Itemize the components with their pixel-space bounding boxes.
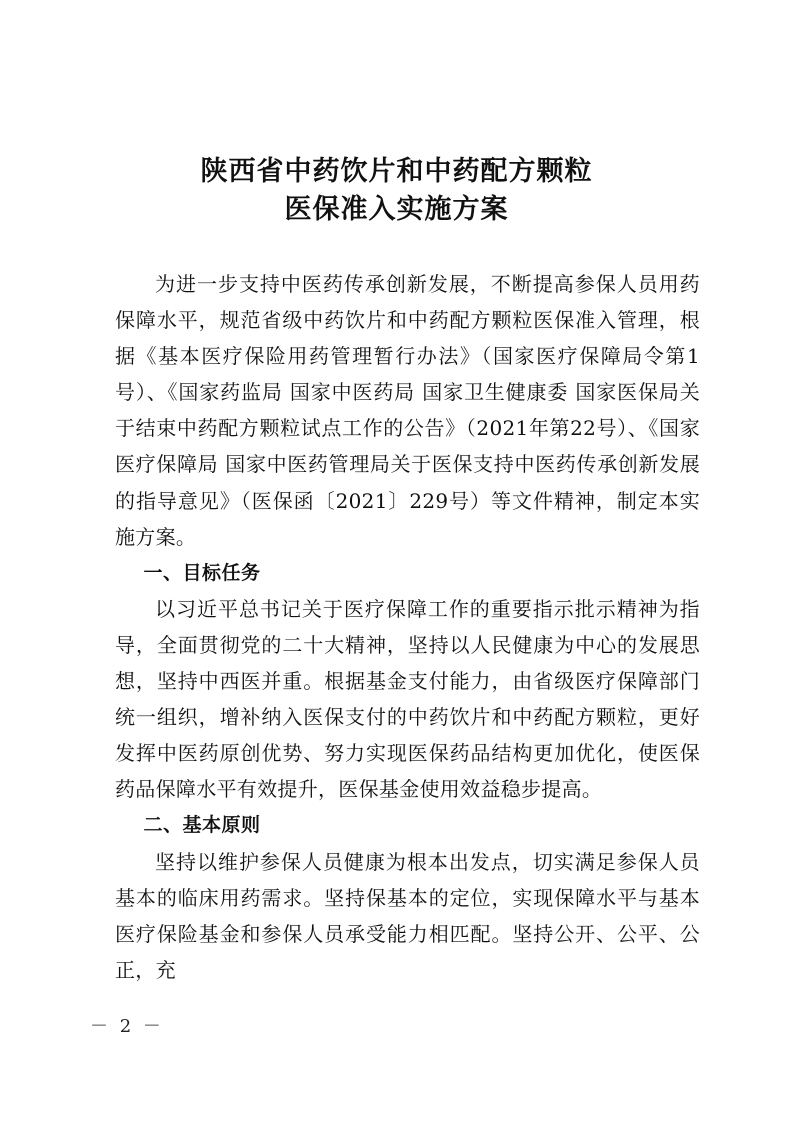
document-title-line1: 陕西省中药饮片和中药配方颗粒 <box>200 156 593 187</box>
document-body <box>115 266 700 988</box>
page-number: － 2 － <box>90 1016 164 1037</box>
intro-paragraph: 为进一步支持中医药传承创新发展，不断提高参保人员用药保障水平，规范省级中药饮片和中药配方颗粒医保准入管理，根据《基本医疗保险用药管理暂行办法》（国家医疗保障局令第1号）、《国家药监局 国家中医药局 国家卫生健康委 国家医保局关于结束中药配方颗粒试点工作的公告》（2021年第22号）、《国家医疗保障局 国家中医药管理局关于医保支持中医药传承创新发展的指导意见》（医保函〔2021〕229号）等文件精神，制定本实施方案。 <box>115 272 700 549</box>
section-heading-principles: 二、基本原则 <box>143 814 261 837</box>
document-title-line2: 医保准入实施方案 <box>284 194 509 225</box>
section-heading-goals: 一、目标任务 <box>143 561 261 584</box>
goals-paragraph: 以习近平总书记关于医疗保障工作的重要指示批示精神为指导，全面贯彻党的二十大精神，坚持以人民健康为中心的发展思想，坚持中西医并重。根据基金支付能力，由省级医疗保障部门统一组织，增补纳入医保支付的中药饮片和中药配方颗粒，更好发挥中医药原创优势、努力实现医保药品结构更加优化，使医保药品保障水平有效提升，医保基金使用效益稳步提高。 <box>115 596 700 802</box>
principles-paragraph: 坚持以维护参保人员健康为根本出发点，切实满足参保人员基本的临床用药需求。坚持保基本的定位，实现保障水平与基本医疗保险基金和参保人员承受能力相匹配。坚持公开、公平、公正，充 <box>115 849 700 982</box>
